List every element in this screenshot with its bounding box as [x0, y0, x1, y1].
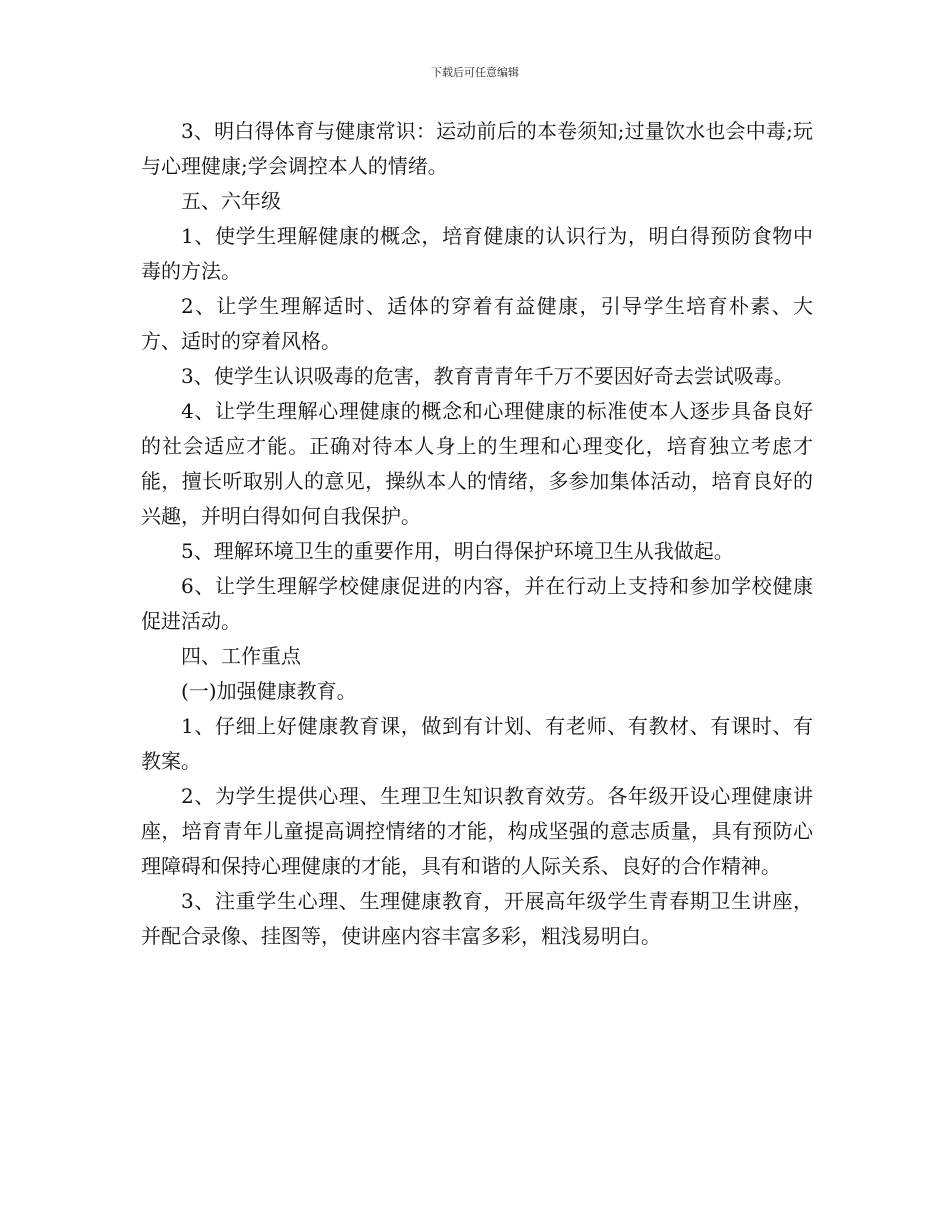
paragraph: 2、为学生提供心理、生理卫生知识教育效劳。各年级开设心理健康讲座，培育青年儿童提高调控情绪的才能，构成坚强的意志质量，具有预防心理障碍和保持心理健康的才能，具有和谐的人际关系、良好的合作精神。: [141, 784, 813, 878]
paragraph: 2、让学生理解适时、适体的穿着有益健康，引导学生培育朴素、大方、适时的穿着风格。: [141, 294, 813, 353]
section-heading: 五、六年级: [181, 189, 281, 213]
paragraph: 3、明白得体育与健康常识：运动前后的本卷须知;过量饮水也会中毒;玩与心理健康;学会调控本人的情绪。: [141, 119, 813, 178]
paragraph: 5、理解环境卫生的重要作用，明白得保护环境卫生从我做起。: [181, 539, 734, 563]
section-heading: 四、工作重点: [181, 644, 301, 668]
paragraph: 1、使学生理解健康的概念，培育健康的认识行为，明白得预防食物中毒的方法。: [141, 224, 813, 283]
paragraph: 3、注重学生心理、生理健康教育，开展高年级学生青春期卫生讲座，并配合录像、挂图等，使讲座内容丰富多彩，粗浅易明白。: [141, 889, 813, 948]
subsection-heading: (一)加强健康教育。: [181, 679, 357, 703]
paragraph: 1、仔细上好健康教育课，做到有计划、有老师、有教材、有课时、有教案。: [141, 714, 813, 773]
paragraph: 6、让学生理解学校健康促进的内容，并在行动上支持和参加学校健康促进活动。: [141, 574, 813, 633]
document-body: [141, 114, 813, 954]
paragraph: 4、让学生理解心理健康的概念和心理健康的标准使本人逐步具备良好的社会适应才能。正确对待本人身上的生理和心理变化，培育独立考虑才能，擅长听取别人的意见，操纵本人的情绪，多参加集体活动，培育良好的兴趣，并明白得如何自我保护。: [141, 399, 813, 528]
paragraph: 3、使学生认识吸毒的危害，教育青青年千万不要因好奇去尝试吸毒。: [181, 364, 794, 388]
page-header: 下载后可任意编辑: [431, 66, 519, 79]
